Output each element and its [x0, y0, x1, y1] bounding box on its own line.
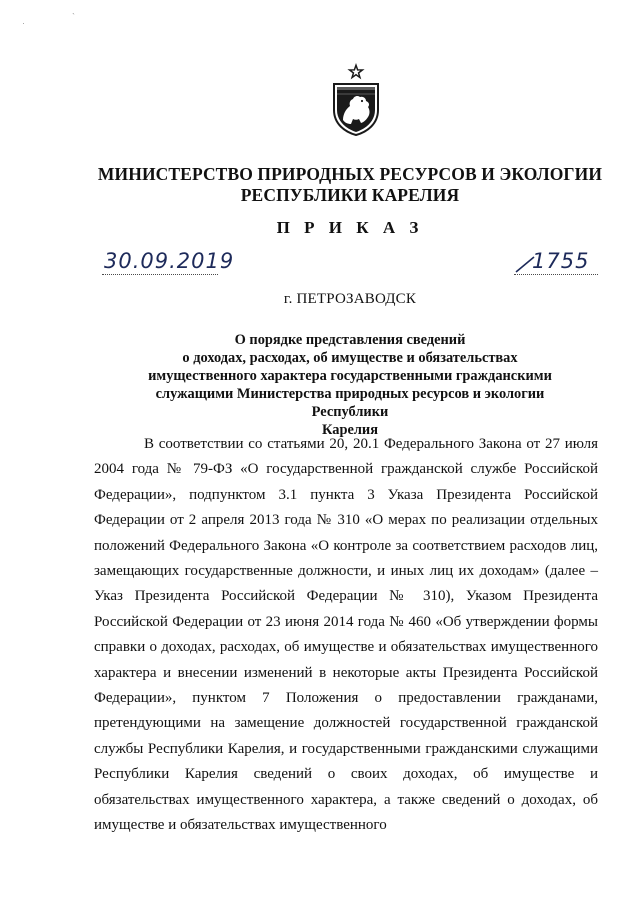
scan-speck: ·: [22, 18, 25, 28]
date-fill-line: [102, 274, 218, 275]
subject-line: о доходах, расходах, об имуществе и обязательствах: [182, 350, 518, 366]
subject-line: служащими Министерства природных ресурсов и экологии Республики: [155, 386, 545, 420]
subject-line: О порядке представления сведений: [234, 332, 466, 348]
order-date: 30.09.2019: [104, 249, 235, 273]
subject-line: имущественного характера государственными гражданскими: [148, 368, 552, 384]
city: г. ПЕТРОЗАВОДСК: [283, 291, 417, 307]
body-paragraph: В соответствии со статьями 20, 20.1 Федерального Закона от 27 июля 2004 года № 79-ФЗ «О государственной гражданской службе Российской Федерации», подпунктом 3.1 пункта 3 Указа Президента Российской Федерации от 2 апреля 2013 года № 310 «О мерах по реализации отдельных положений Федерального Закона «О контроле за соответствием расходов лиц, замещающих государственные должности, и иных лиц их доходам» (далее – Указ Президента Российской Федерации № 310), Указом Президента Российской Федерации от 23 июня 2014 года № 460 «Об утверждении формы справки о доходах, расходах, об имуществе и обязательствах имущественного характера и внесении изменений в некоторые акты Президента Российской Федерации», пунктом 7 Положения о предоставлении гражданами, претендующими на замещение должностей государственной гражданской службы Республики Карелия, и государственными гражданскими служащими Республики Карелия сведений о своих доходах, об имуществе и обязательствах имущественного характера, а также сведений о доходах, об имуществе и обязательствах имущественного: [94, 436, 598, 834]
ministry-name-line2: РЕСПУБЛИКИ КАРЕЛИЯ: [240, 185, 460, 205]
order-subject: [118, 331, 582, 439]
order-number: 1755: [532, 249, 590, 273]
ministry-name-line1: МИНИСТЕРСТВО ПРИРОДНЫХ РЕСУРСОВ И ЭКОЛОГИИ: [97, 164, 603, 184]
subject-line: Карелия: [322, 422, 378, 438]
number-prefix-stroke: [514, 255, 536, 275]
order-title: П Р И К А З: [276, 218, 424, 237]
karelia-coat-of-arms-icon: [331, 62, 381, 136]
ministry-name: [60, 164, 640, 206]
scan-speck: `: [72, 12, 75, 22]
